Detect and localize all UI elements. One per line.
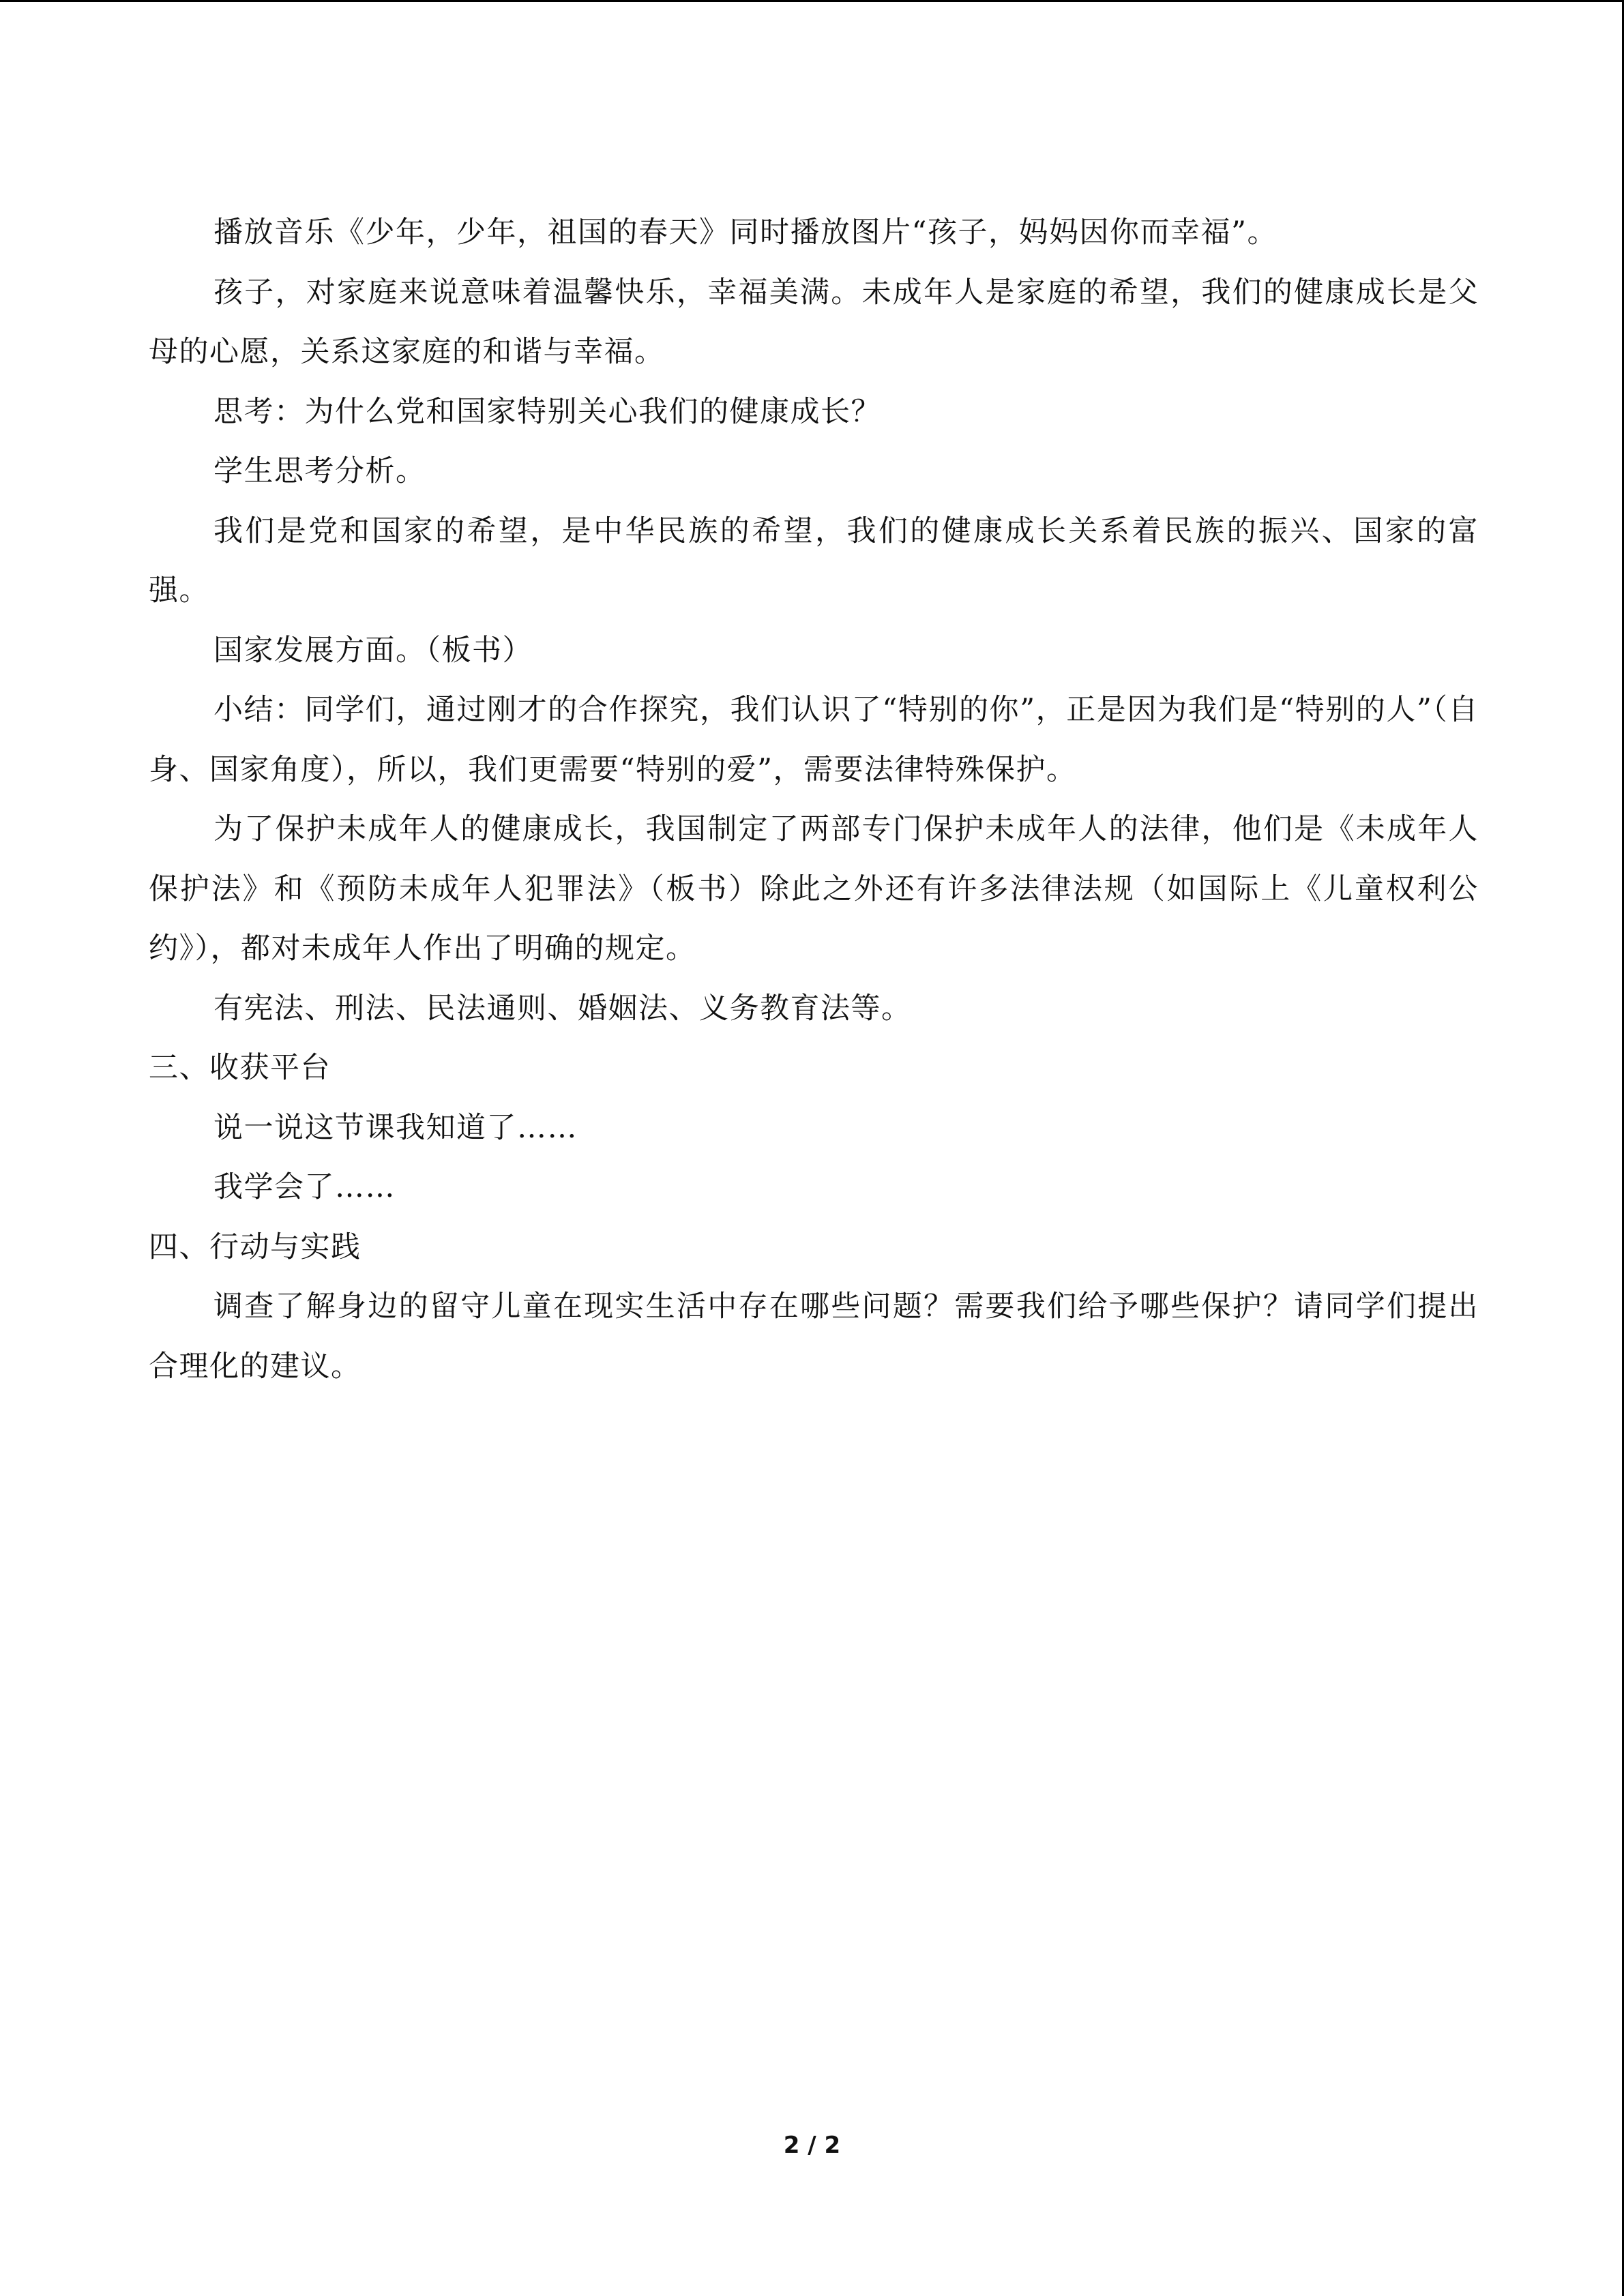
paragraph-survey: 调查了解身边的留守儿童在现实生活中存在哪些问题？需要我们给予哪些保护？请同学们提出合理化的建议。: [149, 1289, 1479, 1384]
paragraph-national-development: 国家发展方面。（板书）: [213, 633, 533, 668]
section-heading-harvest: 三、收获平台: [149, 1051, 331, 1085]
document-body: [149, 203, 1479, 1397]
page-top-border: [0, 0, 1624, 2]
paragraph-student-analysis: 学生思考分析。: [213, 454, 426, 488]
paragraph-nation-hope: 我们是党和国家的希望，是中华民族的希望，我们的健康成长关系着民族的振兴、国家的富强。: [149, 513, 1479, 608]
paragraph-other-laws: 有宪法、刑法、民法通则、婚姻法、义务教育法等。: [213, 991, 912, 1026]
paragraph-learned: 说一说这节课我知道了……: [213, 1110, 578, 1145]
paragraph-music: 播放音乐《少年，少年，祖国的春天》同时播放图片“孩子，妈妈因你而幸福”。: [213, 215, 1278, 250]
paragraph-family: 孩子，对家庭来说意味着温馨快乐，幸福美满。未成年人是家庭的希望，我们的健康成长是父母的心愿，关系这家庭的和谐与幸福。: [149, 275, 1479, 369]
section-heading-action: 四、行动与实践: [149, 1229, 361, 1264]
paragraph-skills: 我学会了……: [213, 1170, 396, 1204]
paragraph-summary: 小结：同学们，通过刚才的合作探究，我们认识了“特别的你”，正是因为我们是“特别的人”（自身、国家角度），所以，我们更需要“特别的爱”，需要法律特殊保护。: [149, 693, 1479, 787]
paragraph-laws: 为了保护未成年人的健康成长，我国制定了两部专门保护未成年人的法律，他们是《未成年人保护法》和《预防未成年人犯罪法》（板书）除此之外还有许多法律法规（如国际上《儿童权利公约》），都对未成年人作出了明确的规定。: [149, 812, 1479, 966]
paragraph-question: 思考：为什么党和国家特别关心我们的健康成长？: [213, 394, 881, 429]
page-number: 2 / 2: [783, 2132, 841, 2159]
